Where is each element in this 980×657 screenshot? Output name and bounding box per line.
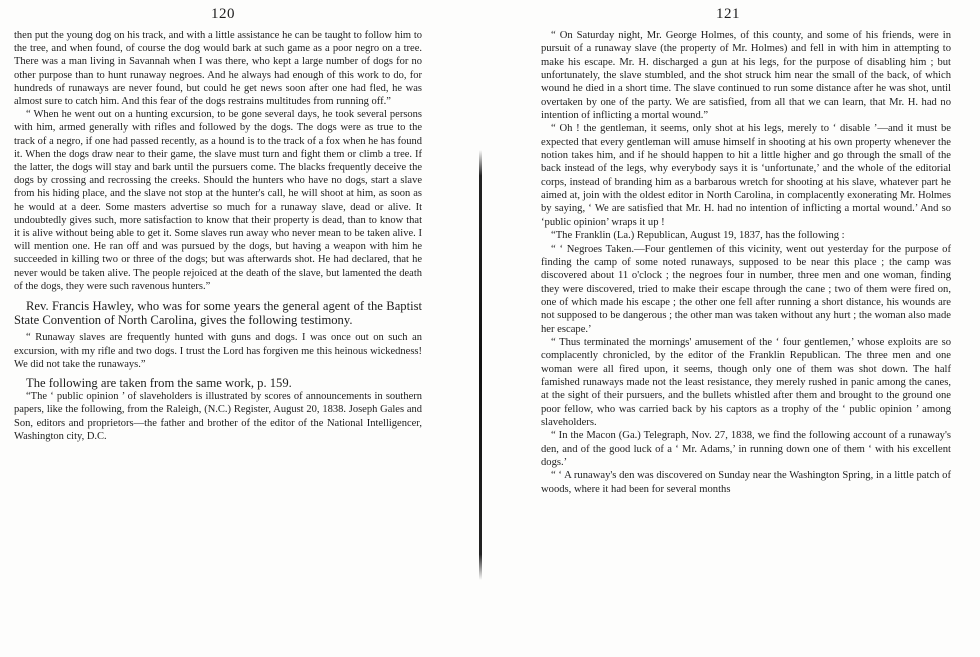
paragraph: then put the young dog on his track, and with a little assistance he can be taught to follow him to the tree, and when found, of course the dog would bark at such game as a poor negro on a tree. There was a man living in Savannah when I was there, who kept a large number of dogs for no other purpose than to hunt runaway negroes. And he always had enough of this work to do, for hundreds of runaways are never found, but could he get news soon after one had fled, he was almost sure to catch him. And this fear of the dogs restrains multitudes from running off.”	[14, 30, 422, 108]
paragraph: “ Thus terminated the mornings' amusement of the ‘ four gentlemen,’ whose exploits are so complacently chronicled, by the editor of the Franklin Republican. The three men and one woman were all fired upon, it seems, though only one of them was shot down. The half famished runaways made not the least resistance, they merely rushed in panic among the canes, at the sight of their pursuers, and the bullets whistled after them and brought to the ground one poor fellow, who was carried back by his captors as a trophy of the ‘ public opinion ’ among slaveholders.	[541, 336, 951, 428]
page-gutter	[479, 150, 482, 580]
right-page	[541, 0, 951, 657]
left-page	[14, 0, 422, 657]
paragraph: The following are taken from the same work, p. 159.	[26, 376, 292, 391]
paragraph: “The Franklin (La.) Republican, August 19, 1837, has the following :	[551, 230, 845, 242]
paragraph: Rev. Francis Hawley, who was for some years the general agent of the Baptist State Convention of North Carolina, gives the following testimony.	[14, 299, 422, 328]
paragraph: “ Oh ! the gentleman, it seems, only shot at his legs, merely to ‘ disable ’—and it must be expected that every gentleman will amuse himself in shooting at his own property whenever the notion takes him, and if he should happen to hit a little higher and go through the small of the back instead of the legs, why everybody says it is ‘unfortunate,’ and the whole of the editorial corps, instead of branding him as a barbarous wretch for shooting at his slave, whatever part he aimed at, join with the oldest editor in North Carolina, in complacently exonerating Mr. Holmes by saying, ‘ We are satisfied that Mr. H. had no intention of inflicting a mortal wound.’ And so ‘public opinion’ wraps it up !	[541, 123, 951, 228]
paragraph: “ On Saturday night, Mr. George Holmes, of this county, and some of his friends, were in pursuit of a runaway slave (the property of Mr. Holmes) and fell in with him in attempting to make his escape. Mr. H. discharged a gun at his legs, for the purpose of disabling him ; but unfortunately, the slave stumbled, and the shot struck him near the small of the back, of which wound he died in a short time. The slave continued to run some distance after he was shot, until overtaken by one of the party. We are satisfied, from all that we can learn, that Mr. H. had no intention of inflicting a mortal wound.”	[541, 30, 951, 122]
paragraph: “ ‘ Negroes Taken.—Four gentlemen of this vicinity, went out yesterday for the purpose of finding the camp of some noted runaways, supposed to be near this place ; the camp was discovered about 11 o'clock ; the negroes four in number, three men and one woman, finding they were discovered, tried to make their escape through the cane ; two of them were fired on, one of which made his escape ; the other one fell after running a short distance, his wounds are not supposed to be dangerous ; the other man was taken without any hurt ; the woman also made her escape.’	[541, 243, 951, 335]
paragraph: “The ‘ public opinion ’ of slaveholders is illustrated by scores of announcements in southern papers, like the following, from the Raleigh, (N.C.) Register, August 20, 1838. Joseph Gales and Son, editors and proprietors—the father and brother of the editor of the National Intelligencer, Washington city, D.C.	[14, 391, 422, 442]
page-number-right: 121	[716, 6, 740, 22]
page-number-left: 120	[211, 6, 235, 22]
paragraph: “ Runaway slaves are frequently hunted with guns and dogs. I was once out on such an excursion, with my rifle and two dogs. I trust the Lord has forgiven me this heinous wickedness! We did not take the runaways.”	[14, 332, 422, 370]
paragraph: “ In the Macon (Ga.) Telegraph, Nov. 27, 1838, we find the following account of a runaway's den, and of the good luck of a ‘ Mr. Adams,’ in running down one of them ‘ with his excellent dogs.’	[541, 430, 951, 468]
paragraph: “ ‘ A runaway's den was discovered on Sunday near the Washington Spring, in a little patch of woods, where it had been for several months	[541, 470, 951, 495]
paragraph: “ When he went out on a hunting excursion, to be gone several days, he took several persons with him, armed generally with rifles and followed by the dogs. The dogs were as true to the track of a negro, if one had passed recently, as a hound is to the track of a fox when he has found it. When the dogs draw near to their game, the slave must turn and fight them or climb a tree. If the latter, the dogs will stay and bark until the pursuers come. The blacks frequently deceive the dogs by crossing and recrossing the creeks. Should the hunters who have no dogs, start a slave from his hiding place, and the slave not stop at the hunter's call, he will shoot at him, as soon as he would at a deer. Some masters advertise so much for a runaway slave, dead or alive. It undoubtedly gives such, more satisfaction to know that their property is dead, than to know that it is alive without being able to get it. Some slaves run away who never mean to be taken alive. I will mention one. He ran off and was pursued by the dogs, but having a weapon with him he succeeded in killing two or three of the dogs; but was afterwards shot. He had declared, that he never would be taken alive. The people rejoiced at the death of the slave, but lamented the death of the dogs, they were such ravenous hunters.”	[14, 109, 422, 292]
